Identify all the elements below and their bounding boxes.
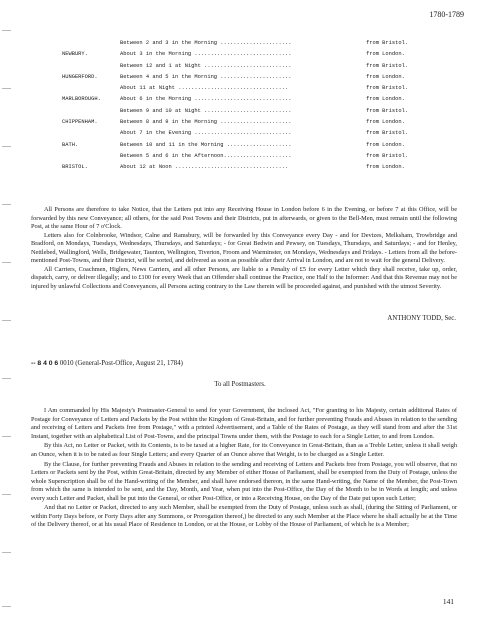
timetable-destination: from Bristol. xyxy=(366,152,409,159)
timetable-row xyxy=(62,162,456,173)
timetable-row xyxy=(62,49,456,60)
margin-tick xyxy=(2,204,11,205)
timetable-time: Between 10 and 11 in the Morning .................... xyxy=(120,141,292,148)
notice-paragraph: All Persons are therefore to take Notice, that the Letters put into any Receiving House in London before 6 in the Evening, or before 7 at this Office, will be forwarded by this new Conveyance; all others, for the said Post Towns and their Districts, put in afterwards, or given to the Bell-Men, must remain until the following Post, at the same Hour of 7 o'Clock. xyxy=(31,206,457,230)
timetable-town xyxy=(62,106,120,117)
letter-paragraph: I Am commanded by His Majesty's Postmaster-General to send for your Government, the inclosed Act, "For granting to his Majesty, certain additional Rates of Postage for Conveyance of Letters and Packets by the Post within the Kingdom of Great-Britain, and for further preventing Frauds and Abuses in relation to the sending and receiving of Letters and Packets free from Postage," with a printed Advertisement, and a Table of the Rates of Postage, as they will stand from and after the 31st Instant, together with an alphabetical List of Post-Towns, and the principal Towns under them, with the Postage to each for a Single Letter, to and from London. xyxy=(31,407,457,440)
entry-code: 0010 xyxy=(59,360,74,367)
timetable-row xyxy=(62,94,456,105)
timetable-time: About 3 in the Morning .............................. xyxy=(120,51,292,58)
timetable-row xyxy=(62,151,456,162)
timetable-town: MARLBOROUGH. xyxy=(62,96,101,103)
timetable-time: Between 5 and 6 in the Afternoon..................... xyxy=(120,152,292,159)
timetable-town: BATH. xyxy=(62,141,79,148)
margin-tick xyxy=(2,30,11,31)
timetable-row xyxy=(62,140,456,151)
margin-tick xyxy=(2,146,11,147)
timetable-time: Between 9 and 10 at Night ........................... xyxy=(120,107,292,114)
timetable-row xyxy=(62,72,456,83)
margin-tick xyxy=(2,378,11,379)
timetable-row xyxy=(62,61,456,72)
timetable-destination: from Bristol. xyxy=(366,130,409,137)
margin-tick xyxy=(2,494,11,495)
timetable-town: BRISTOL. xyxy=(62,164,88,171)
running-head: 1780-1789 xyxy=(429,10,464,19)
notice-paragraph: Letters also for Colnbrooke, Windsor, Calne and Ramsbury, will be forwarded by this Conveyance every Day - and for Devizes, Melksham, Trowbridge and Bradford, on Mondays, Tuesdays, Wednesdays, Thursdays, and Saturdays; - for Great Bedwin and Pewsey, on Tuesdays, Thursdays, and Saturdays; - and for Henley, Nettlebed, Wallingford, Wells, Bridgewater, Taunton, Wellington, Tiverton, Froom and Warminster, on Mondays, Wednesdays and Fridays. - Letters from all the before-mentioned Post-Towns, and their District, will be sorted, and delivered as soon as possible after their Arrival in London, and are not to wait for the general Delivery. xyxy=(31,231,457,264)
timetable-time: Between 12 and 1 at Night ........................... xyxy=(120,62,292,69)
page-number: 141 xyxy=(442,597,454,606)
margin-tick xyxy=(2,262,11,263)
notice-paragraph: All Carriers, Coachmen, Higlers, News Carriers, and all other Persons, are liable to a Penalty of £5 for every Letter which they shall receive, take up, order, dispatch, carry, or deliver illegally; and to £100 for every Week that an Offender shall continue the Practice, one Half to the Informer: And that this Revenue may not be injured by unlawful Collections and Conveyances, all Persons acting contrary to the Law therein will be proceeded against, and punished with the utmost Severity. xyxy=(31,265,457,290)
timetable-town: HUNGERFORD. xyxy=(62,73,98,80)
margin-tick xyxy=(2,320,11,321)
timetable-town xyxy=(62,128,120,139)
entry-heading xyxy=(31,360,183,367)
timetable-town xyxy=(62,61,120,72)
margin-tick xyxy=(2,88,11,89)
letter-paragraph: And that no Letter or Packet, directed to any such Member, shall be exempted from the Duty of Postage, unless such as shall, (during the Sitting of Parliament, or within Forty Days before, or Forty Days after any Summons, or Prorogation thereof,) be directed to any such Member at the Place where he shall actually be at the Time of the Delivery thereof, or at his usual Place of Residence in London, or at the House, or Lobby of the House of Parliament, of which he is a Member; xyxy=(31,504,457,529)
timetable-destination: from London. xyxy=(366,141,405,148)
timetable-destination: from Bristol. xyxy=(366,107,409,114)
timetable-time: Between 8 and 9 in the Morning ...................... xyxy=(120,119,292,126)
letter-paragraph: By this Act, no Letter or Packet, with its Contents, is to be taxed at a higher Rate, for its Conveyance in Great-Britain, than as a Treble Letter, unless it shall weigh an Ounce, when it is to be rated as four Single Letters; and every Quarter of an Ounce above that Weight, is to be charged as a Single Letter. xyxy=(31,442,457,458)
mail-timetable xyxy=(62,38,456,174)
timetable-destination: from London. xyxy=(366,164,405,171)
timetable-destination: from London. xyxy=(366,96,405,103)
timetable-row xyxy=(62,38,456,49)
margin-tick xyxy=(2,552,11,553)
timetable-time: About 12 at Noon ................................... xyxy=(120,164,289,171)
timetable-row xyxy=(62,117,456,128)
timetable-town: CHIPPENHAM. xyxy=(62,119,98,126)
margin-tick xyxy=(2,436,11,437)
timetable-time: About 6 in the Morning .............................. xyxy=(120,96,292,103)
entry-source: (General-Post-Office, August 21, 1784) xyxy=(75,360,183,367)
timetable-time: About 11 at Night .................................. xyxy=(120,85,289,92)
notice-body xyxy=(31,206,457,291)
signature: ANTHONY TODD, Sec. xyxy=(387,315,456,322)
timetable-row xyxy=(62,128,456,139)
timetable-town: NEWBURY. xyxy=(62,51,88,58)
timetable-destination: from London. xyxy=(366,119,405,126)
timetable-town xyxy=(62,38,120,49)
timetable-destination: from London. xyxy=(366,73,405,80)
timetable-time: About 7 in the Evening .............................. xyxy=(120,130,292,137)
timetable-row xyxy=(62,83,456,94)
entry-reference: -- 8 4 0 6 xyxy=(31,360,59,367)
timetable-destination: from London. xyxy=(366,51,405,58)
letter-paragraph: By the Clause, for further preventing Frauds and Abuses in relation to the sending and receiving of Letters and Packets free from Postage, you will observe, that no Letters or Packets sent by the Post, within Great-Britain, directed by any Member of either House of Parliament, shall be exempted from the Duty of Postage, unless the whole Superscription shall be of the Hand-writing of the Member, and shall have endorsed thereon, in the same Hand-writing, the Name of the Member, the Post-Town from which the same is intended to be sent, and the Day, Month, and Year, when put into the Post-Office, the Day of the Month to be in Words at length; and unless every such Letter and Packet, shall be put into the General, or other Post-Office, or into a Receiving House, on the Day of the Date put upon such Letter; xyxy=(31,460,457,502)
timetable-row xyxy=(62,106,456,117)
timetable-time: Between 2 and 3 in the Morning ...................... xyxy=(120,40,292,46)
timetable-destination: from Bristol. xyxy=(366,62,409,69)
timetable-destination: from Bristol. xyxy=(366,85,409,92)
timetable-destination: from Bristol. xyxy=(366,40,409,46)
timetable-town xyxy=(62,151,120,162)
timetable-town xyxy=(62,83,120,94)
margin-tick xyxy=(2,606,11,607)
timetable-time: Between 4 and 5 in the Morning ...................... xyxy=(120,73,292,80)
letter-body xyxy=(31,407,457,531)
salutation: To all Postmasters. xyxy=(214,381,266,388)
